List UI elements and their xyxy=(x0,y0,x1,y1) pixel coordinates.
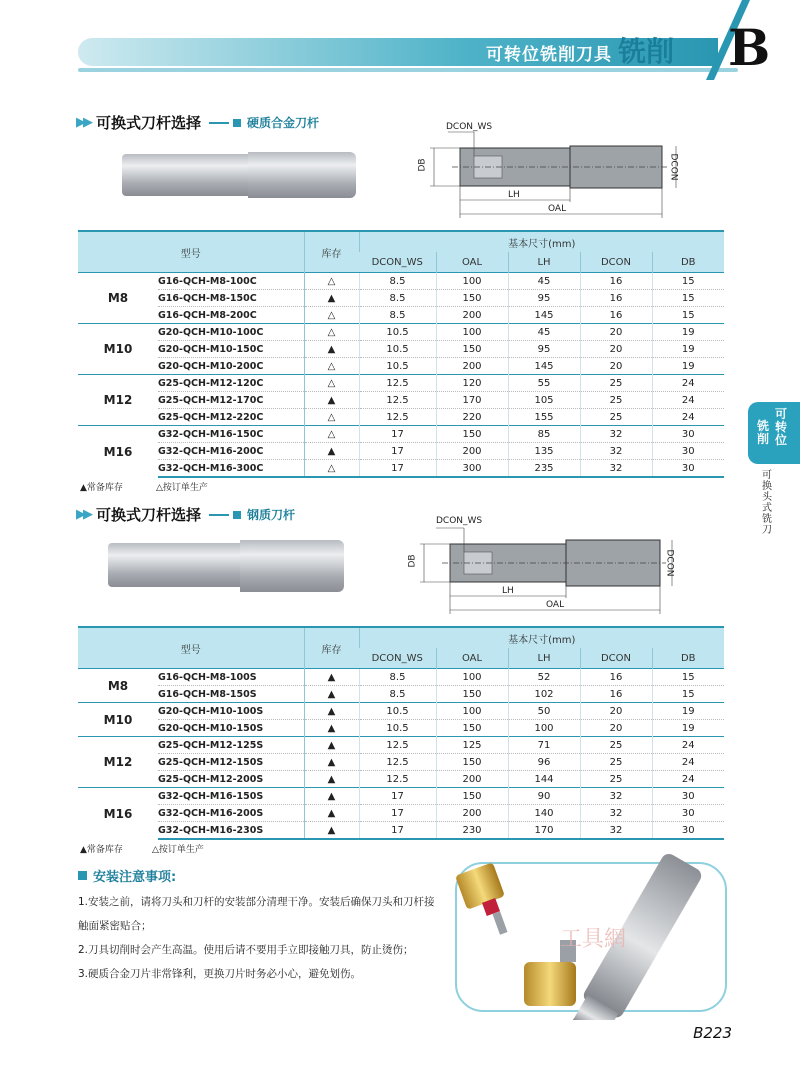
th-dcon: DCON xyxy=(580,252,652,273)
arrow-icon: ▶▶ xyxy=(76,507,90,522)
dcon-value: 32 xyxy=(580,443,652,460)
oal-value: 170 xyxy=(436,392,508,409)
db-value: 15 xyxy=(652,686,724,703)
dcon-value: 20 xyxy=(580,720,652,737)
steel-shank-image xyxy=(108,540,344,592)
watermark: 工具網 xyxy=(560,927,627,952)
db-value: 19 xyxy=(652,324,724,341)
dcon-ws-value: 10.5 xyxy=(359,720,436,737)
lh-value: 45 xyxy=(508,324,580,341)
model-code: G32-QCH-M16-230S xyxy=(158,822,304,840)
model-code: G32-QCH-M16-200S xyxy=(158,805,304,822)
stock-status: △ xyxy=(304,307,359,324)
label-oal: OAL xyxy=(548,204,567,214)
oal-value: 150 xyxy=(436,341,508,358)
dcon-value: 25 xyxy=(580,392,652,409)
dcon-value: 25 xyxy=(580,771,652,788)
db-value: 24 xyxy=(652,392,724,409)
dcon-value: 25 xyxy=(580,409,652,426)
stock-status: ▲ xyxy=(304,686,359,703)
oal-value: 230 xyxy=(436,822,508,840)
lh-value: 50 xyxy=(508,703,580,720)
db-value: 30 xyxy=(652,822,724,840)
steel-shank-diagram xyxy=(402,514,686,624)
oal-value: 100 xyxy=(436,669,508,686)
db-value: 15 xyxy=(652,669,724,686)
dcon-value: 16 xyxy=(580,669,652,686)
thread-size: M10 xyxy=(78,324,158,375)
lh-value: 90 xyxy=(508,788,580,805)
dcon-value: 32 xyxy=(580,822,652,840)
lh-value: 85 xyxy=(508,426,580,443)
model-code: G25-QCH-M12-125S xyxy=(158,737,304,754)
dcon-value: 25 xyxy=(580,737,652,754)
th-db: DB xyxy=(652,648,724,669)
stock-status: ▲ xyxy=(304,737,359,754)
th-dims: 基本尺寸(mm) xyxy=(359,231,724,252)
dcon-ws-value: 8.5 xyxy=(359,669,436,686)
dcon-ws-value: 17 xyxy=(359,443,436,460)
dcon-ws-value: 17 xyxy=(359,460,436,478)
db-value: 30 xyxy=(652,805,724,822)
note-item: 3.硬质合金刀片非常锋利，更换刀片时务必小心，避免划伤。 xyxy=(78,968,362,980)
dcon-value: 32 xyxy=(580,788,652,805)
dcon-ws-value: 8.5 xyxy=(359,273,436,290)
section1-subtitle: 硬质合金刀杆 xyxy=(247,116,320,130)
lh-value: 105 xyxy=(508,392,580,409)
oal-value: 150 xyxy=(436,686,508,703)
label-lh: LH xyxy=(502,586,514,596)
db-value: 24 xyxy=(652,754,724,771)
thread-size: M12 xyxy=(78,737,158,788)
lh-value: 170 xyxy=(508,822,580,840)
lh-value: 96 xyxy=(508,754,580,771)
model-code: G16-QCH-M8-150S xyxy=(158,686,304,703)
dcon-value: 25 xyxy=(580,754,652,771)
dcon-ws-value: 17 xyxy=(359,426,436,443)
stock-status: ▲ xyxy=(304,805,359,822)
stock-status: ▲ xyxy=(304,822,359,840)
dcon-ws-value: 12.5 xyxy=(359,737,436,754)
db-value: 19 xyxy=(652,341,724,358)
th-stock: 库存 xyxy=(304,627,359,669)
dcon-value: 16 xyxy=(580,273,652,290)
lh-value: 55 xyxy=(508,375,580,392)
page-number: B223 xyxy=(693,1024,732,1042)
model-code: G16-QCH-M8-200C xyxy=(158,307,304,324)
oal-value: 200 xyxy=(436,358,508,375)
db-value: 19 xyxy=(652,703,724,720)
dcon-value: 32 xyxy=(580,426,652,443)
db-value: 19 xyxy=(652,358,724,375)
lh-value: 135 xyxy=(508,443,580,460)
table-row xyxy=(78,703,724,720)
stock-status: △ xyxy=(304,273,359,290)
th-dcon: DCON xyxy=(580,648,652,669)
stock-status: ▲ xyxy=(304,290,359,307)
stock-status: ▲ xyxy=(304,392,359,409)
model-code: G32-QCH-M16-300C xyxy=(158,460,304,478)
th-lh: LH xyxy=(508,252,580,273)
stock-status: ▲ xyxy=(304,703,359,720)
table-row xyxy=(78,375,724,392)
table-row xyxy=(78,805,724,822)
db-value: 30 xyxy=(652,788,724,805)
model-code: G25-QCH-M12-150S xyxy=(158,754,304,771)
thread-size: M12 xyxy=(78,375,158,426)
table-row xyxy=(78,426,724,443)
dcon-ws-value: 17 xyxy=(359,805,436,822)
model-code: G32-QCH-M16-150C xyxy=(158,426,304,443)
th-db: DB xyxy=(652,252,724,273)
lh-value: 140 xyxy=(508,805,580,822)
label-db: DB xyxy=(407,554,418,568)
dcon-value: 16 xyxy=(580,686,652,703)
th-lh: LH xyxy=(508,648,580,669)
model-code: G25-QCH-M12-220C xyxy=(158,409,304,426)
lh-value: 102 xyxy=(508,686,580,703)
lh-value: 100 xyxy=(508,720,580,737)
model-code: G25-QCH-M12-120C xyxy=(158,375,304,392)
table-row xyxy=(78,392,724,409)
th-stock: 库存 xyxy=(304,231,359,273)
legend-stock-2: ▲常备库存 xyxy=(80,845,123,855)
dcon-ws-value: 8.5 xyxy=(359,686,436,703)
header-section: 铣削 xyxy=(618,35,675,68)
stock-status: △ xyxy=(304,358,359,375)
th-oal: OAL xyxy=(436,252,508,273)
section2-subtitle: 钢质刀杆 xyxy=(247,508,296,522)
table-row xyxy=(78,324,724,341)
th-dcon-ws: DCON_WS xyxy=(359,648,436,669)
notes-title: 安装注意事项: xyxy=(78,866,176,885)
square-icon xyxy=(78,871,87,880)
table-row xyxy=(78,788,724,805)
note-item: 1.安装之前，请将刀头和刀杆的安装部分清理干净。安装后确保刀头和刀杆接触面紧密贴合； xyxy=(78,896,435,932)
oal-value: 220 xyxy=(436,409,508,426)
oal-value: 200 xyxy=(436,443,508,460)
table-row xyxy=(78,771,724,788)
stock-status: ▲ xyxy=(304,443,359,460)
stock-status: △ xyxy=(304,375,359,392)
stock-status: △ xyxy=(304,324,359,341)
side-tab-line1: 可转位 xyxy=(774,407,787,447)
oal-value: 120 xyxy=(436,375,508,392)
lh-value: 45 xyxy=(508,273,580,290)
carbide-shank-table xyxy=(78,230,724,478)
side-tab-line2: 铣削 xyxy=(756,419,769,446)
db-value: 30 xyxy=(652,443,724,460)
label-oal: OAL xyxy=(546,600,565,610)
dcon-ws-value: 12.5 xyxy=(359,392,436,409)
dcon-ws-value: 17 xyxy=(359,788,436,805)
th-dcon-ws: DCON_WS xyxy=(359,252,436,273)
table-row xyxy=(78,754,724,771)
side-tab xyxy=(748,402,800,464)
dcon-value: 20 xyxy=(580,324,652,341)
table-row xyxy=(78,358,724,375)
note-item: 2.刀具切削时会产生高温。使用后请不要用手立即接触刀具，防止烫伤； xyxy=(78,944,414,956)
table-row xyxy=(78,737,724,754)
model-code: G16-QCH-M8-100C xyxy=(158,273,304,290)
oal-value: 100 xyxy=(436,703,508,720)
dcon-value: 16 xyxy=(580,290,652,307)
model-code: G20-QCH-M10-150C xyxy=(158,341,304,358)
oal-value: 150 xyxy=(436,290,508,307)
dcon-ws-value: 10.5 xyxy=(359,341,436,358)
oal-value: 150 xyxy=(436,788,508,805)
stock-status: ▲ xyxy=(304,788,359,805)
carbide-shank-image xyxy=(122,152,356,198)
dcon-value: 20 xyxy=(580,703,652,720)
model-code: G16-QCH-M8-100S xyxy=(158,669,304,686)
model-code: G25-QCH-M12-200S xyxy=(158,771,304,788)
legend-order-2: △按订单生产 xyxy=(152,845,204,855)
dcon-ws-value: 10.5 xyxy=(359,703,436,720)
notes-list xyxy=(78,890,438,986)
db-value: 24 xyxy=(652,375,724,392)
table-row xyxy=(78,290,724,307)
thread-size: M10 xyxy=(78,703,158,737)
oal-value: 200 xyxy=(436,771,508,788)
stock-status: ▲ xyxy=(304,771,359,788)
stock-status: △ xyxy=(304,460,359,478)
oal-value: 150 xyxy=(436,720,508,737)
thread-size: M16 xyxy=(78,426,158,478)
thread-size: M8 xyxy=(78,669,158,703)
lh-value: 144 xyxy=(508,771,580,788)
side-vertical-label: 可换头式铣刀 xyxy=(762,470,772,536)
lh-value: 145 xyxy=(508,307,580,324)
dcon-ws-value: 8.5 xyxy=(359,290,436,307)
steel-shank-table xyxy=(78,626,724,840)
lh-value: 155 xyxy=(508,409,580,426)
th-oal: OAL xyxy=(436,648,508,669)
model-code: G16-QCH-M8-150C xyxy=(158,290,304,307)
model-code: G25-QCH-M12-170C xyxy=(158,392,304,409)
dcon-value: 32 xyxy=(580,460,652,478)
label-dcon: DCON xyxy=(668,153,679,181)
oal-value: 100 xyxy=(436,273,508,290)
model-code: G20-QCH-M10-100S xyxy=(158,703,304,720)
table-row xyxy=(78,409,724,426)
table-row xyxy=(78,443,724,460)
db-value: 30 xyxy=(652,426,724,443)
lh-value: 71 xyxy=(508,737,580,754)
label-db: DB xyxy=(417,158,428,172)
model-code: G20-QCH-M10-150S xyxy=(158,720,304,737)
stock-status: ▲ xyxy=(304,669,359,686)
label-dcon-ws: DCON_WS xyxy=(436,516,483,526)
stock-status: △ xyxy=(304,426,359,443)
table-row xyxy=(78,686,724,703)
label-dcon: DCON xyxy=(664,549,675,577)
section2-title: ▶▶ 可换式刀杆选择 钢质刀杆 xyxy=(76,506,296,524)
db-value: 19 xyxy=(652,720,724,737)
dcon-ws-value: 10.5 xyxy=(359,358,436,375)
db-value: 24 xyxy=(652,737,724,754)
oal-value: 200 xyxy=(436,307,508,324)
thread-size: M16 xyxy=(78,788,158,840)
lh-value: 145 xyxy=(508,358,580,375)
legend-stock-1: ▲常备库存 xyxy=(80,483,123,493)
db-value: 15 xyxy=(652,273,724,290)
stock-status: ▲ xyxy=(304,754,359,771)
db-value: 30 xyxy=(652,460,724,478)
lh-value: 235 xyxy=(508,460,580,478)
table-row xyxy=(78,669,724,686)
stock-status: ▲ xyxy=(304,341,359,358)
th-dims: 基本尺寸(mm) xyxy=(359,627,724,648)
th-model: 型号 xyxy=(78,627,304,669)
lh-value: 95 xyxy=(508,290,580,307)
lh-value: 95 xyxy=(508,341,580,358)
dcon-value: 20 xyxy=(580,341,652,358)
oal-value: 100 xyxy=(436,324,508,341)
thread-size: M8 xyxy=(78,273,158,324)
oal-value: 150 xyxy=(436,426,508,443)
db-value: 24 xyxy=(652,771,724,788)
model-code: G20-QCH-M10-100C xyxy=(158,324,304,341)
header-title: 可转位铣削刀具 xyxy=(486,45,612,65)
dcon-value: 16 xyxy=(580,307,652,324)
db-value: 15 xyxy=(652,307,724,324)
label-dcon-ws: DCON_WS xyxy=(446,122,493,132)
dcon-ws-value: 17 xyxy=(359,822,436,840)
dcon-ws-value: 8.5 xyxy=(359,307,436,324)
header-letter: B xyxy=(728,18,771,77)
dcon-ws-value: 12.5 xyxy=(359,771,436,788)
dcon-ws-value: 12.5 xyxy=(359,754,436,771)
table-row xyxy=(78,273,724,290)
stock-status: △ xyxy=(304,409,359,426)
dcon-ws-value: 12.5 xyxy=(359,375,436,392)
table-row xyxy=(78,720,724,737)
dcon-value: 32 xyxy=(580,805,652,822)
db-value: 15 xyxy=(652,290,724,307)
label-lh: LH xyxy=(508,190,520,200)
stock-status: ▲ xyxy=(304,720,359,737)
lh-value: 52 xyxy=(508,669,580,686)
arrow-icon: ▶▶ xyxy=(76,115,90,130)
table-row xyxy=(78,307,724,324)
table-row xyxy=(78,341,724,358)
oal-value: 300 xyxy=(436,460,508,478)
th-model: 型号 xyxy=(78,231,304,273)
square-icon xyxy=(233,511,241,519)
table-row xyxy=(78,460,724,478)
model-code: G32-QCH-M16-150S xyxy=(158,788,304,805)
dcon-ws-value: 10.5 xyxy=(359,324,436,341)
square-icon xyxy=(233,119,241,127)
oal-value: 125 xyxy=(436,737,508,754)
legend-order-1: △按订单生产 xyxy=(156,483,208,493)
dcon-value: 20 xyxy=(580,358,652,375)
oal-value: 150 xyxy=(436,754,508,771)
db-value: 24 xyxy=(652,409,724,426)
dcon-value: 25 xyxy=(580,375,652,392)
model-code: G32-QCH-M16-200C xyxy=(158,443,304,460)
section1-title: ▶▶ 可换式刀杆选择 硬质合金刀杆 xyxy=(76,114,320,132)
model-code: G20-QCH-M10-200C xyxy=(158,358,304,375)
dcon-ws-value: 12.5 xyxy=(359,409,436,426)
oal-value: 200 xyxy=(436,805,508,822)
